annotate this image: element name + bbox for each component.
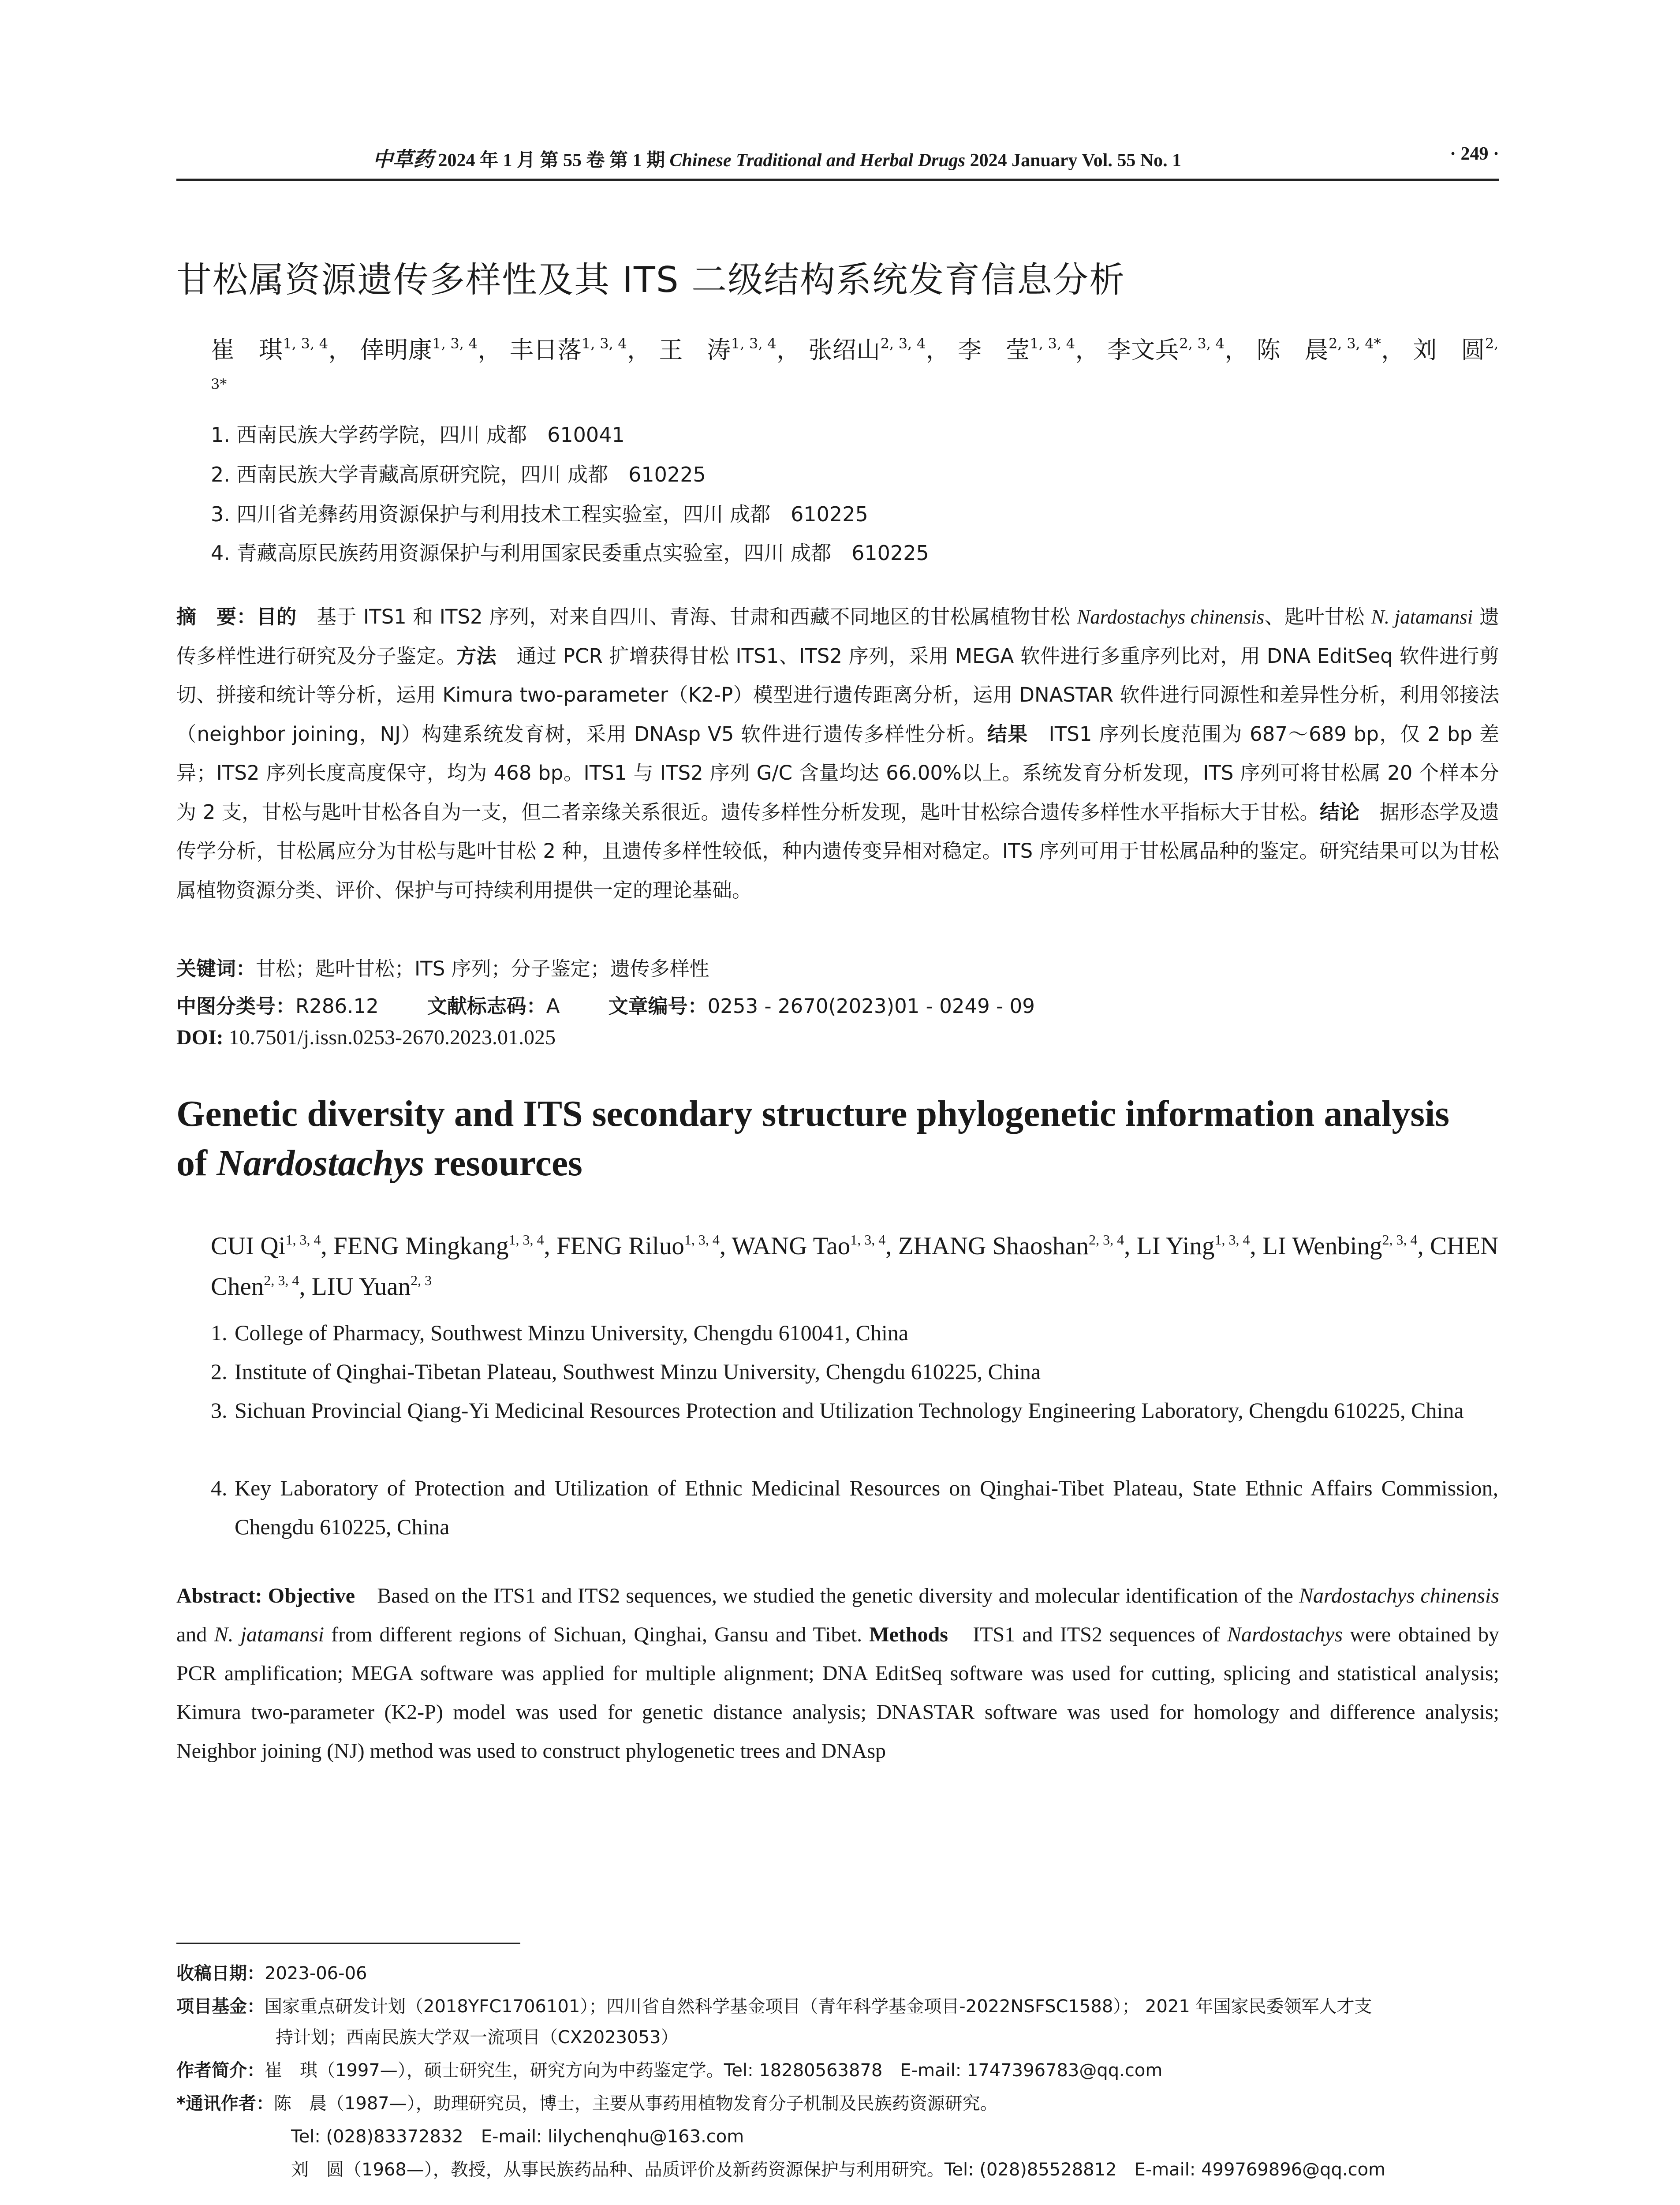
objective-en-label: Objective bbox=[268, 1584, 355, 1607]
doi-line: DOI: 10.7501/j.issn.0253-2670.2023.01.025 bbox=[176, 1026, 556, 1049]
conclusion-label: 结论 bbox=[1319, 800, 1360, 824]
abstract-label: 摘 要： bbox=[176, 605, 257, 628]
keywords-cn: 关键词：甘松；匙叶甘松；ITS 序列；分子鉴定；遗传多样性 bbox=[176, 957, 709, 980]
title-en: Genetic diversity and ITS secondary structure phylogenetic information analysis of Nardostachys resources bbox=[176, 1093, 1450, 1184]
results-label: 结果 bbox=[987, 722, 1028, 746]
conclusion-text: 据形态学及遗传学分析，甘松属应分为甘松与匙叶甘松 2 种，且遗传多样性较低，种内遗传变异相对稳定。ITS 序列可用于甘松属品种的鉴定。研究结果可以为甘松属植物资源分类、评价、保护与可持续利用提供一定的理论基础。 bbox=[176, 800, 1499, 902]
footnote-corresponding-contact: Tel: (028)83372832 E-mail: lilychenqhu@163.com bbox=[291, 2127, 744, 2147]
authors-en bbox=[211, 1226, 1498, 1307]
journal-date-en: 2024 January Vol. 55 No. 1 bbox=[970, 150, 1182, 171]
footnote-fund-cont: 持计划；西南民族大学双一流项目（CX2023053） bbox=[276, 2027, 679, 2048]
journal-name-en: Chinese Traditional and Herbal Drugs bbox=[669, 150, 966, 171]
genus-name: Nardostachys bbox=[1227, 1623, 1343, 1646]
footnote-author: 作者简介：崔 琪（1997—），硕士研究生，研究方向为中药鉴定学。Tel: 18280563878 E-mail: 1747396783@qq.com bbox=[176, 2060, 1163, 2081]
affiliation-cn: 3. 四川省羌彝药用资源保护与利用技术工程实验室，四川 成都 610225 bbox=[211, 502, 868, 526]
footnote-divider bbox=[176, 1943, 520, 1944]
running-head bbox=[176, 143, 1499, 181]
species-name: N. jatamansi bbox=[214, 1623, 324, 1646]
affiliation-cn: 2. 西南民族大学青藏高原研究院，四川 成都 610225 bbox=[211, 463, 706, 486]
affiliation-en: 2. Institute of Qinghai-Tibetan Plateau, Southwest Minzu University, Chengdu 610225, China bbox=[211, 1359, 1041, 1384]
species-name: Nardostachys chinensis bbox=[1299, 1584, 1500, 1607]
running-head-journal bbox=[373, 143, 1181, 172]
doi-link[interactable]: 10.7501/j.issn.0253-2670.2023.01.025 bbox=[228, 1026, 556, 1049]
author-en: CUI Qi$^{1, 3, 4}$, bbox=[211, 1232, 334, 1260]
author-cn: 崔 琪$^{1, 3, 4}$， bbox=[211, 335, 353, 364]
footnote-corresponding: *通讯作者：陈 晨（1987—），助理研究员，博士，主要从事药用植物发育分子机制及民族药资源研究。 bbox=[176, 2093, 998, 2114]
affiliation-en: 4. Key Laboratory of Protection and Utilization of Ethnic Medicinal Resources on Qinghai-Tibet Plateau, State Ethnic Affairs Commission, Chengdu 610225, China bbox=[211, 1476, 1498, 1539]
author-en: LI Wenbing$^{2, 3, 4}$, bbox=[1262, 1232, 1430, 1260]
author-en: FENG Mingkang$^{1, 3, 4}$, bbox=[333, 1232, 557, 1260]
journal-date-cn: 2024 年 1 月 第 55 卷 第 1 期 bbox=[438, 150, 665, 171]
author-cn: 丰日落$^{1, 3, 4}$， bbox=[509, 335, 651, 364]
authors-cn bbox=[211, 330, 1498, 411]
author-en: ZHANG Shaoshan$^{2, 3, 4}$, bbox=[898, 1232, 1137, 1260]
author-cn: 王 涛$^{1, 3, 4}$， bbox=[659, 335, 801, 364]
classification-line: 中图分类号：R286.12 文献标志码：A 文章编号：0253 - 2670(2023)01 - 0249 - 09 bbox=[176, 994, 1035, 1018]
abstract-cn: 摘 要：目的 基于 ITS1 和 ITS2 序列，对来自四川、青海、甘肃和西藏不同地区的甘松属植物甘松 Nardostachys chinensis、匙叶甘松 N. jatamansi 遗传多样性进行研究及分子鉴定。方法 通过 PCR 扩增获得甘松 ITS1、ITS2 序列，采用 MEGA 软件进行多重序列比对，用 DNA EditSeq 软件进行剪切、拼接和统计等分析，运用 Kimura two-parameter（K2-P）模型进行遗传距离分析，运用 DNASTAR 软件进行同源性和差异性分析，利用邻接法（neighbor joining，NJ）构建系统发育树，采用 DNAsp V5 软件进行遗传多样性分析。结果 ITS1 序列长度范围为 687～689 bp，仅 2 bp 差异；ITS2 序列长度高度保守，均为 468 bp。ITS1 与 ITS2 序列 G/C 含量均达 66.00%以上。系统发育分析发现，ITS 序列可将甘松属 20 个样本分为 2 支，甘松与匙叶甘松各自为一支，但二者亲缘关系很近。遗传多样性分析发现，匙叶甘松综合遗传多样性水平指标大于甘松。结论 据形态学及遗传学分析，甘松属应分为甘松与匙叶甘松 2 种，且遗传多样性较低，种内遗传变异相对稳定。ITS 序列可用于甘松属品种的鉴定。研究结果可以为甘松属植物资源分类、评价、保护与可持续利用提供一定的理论基础。 bbox=[176, 605, 1499, 902]
affiliation-cn: 4. 青藏高原民族药用资源保护与利用国家民委重点实验室，四川 成都 610225 bbox=[211, 541, 929, 565]
affiliation-en: 3. Sichuan Provincial Qiang-Yi Medicinal Resources Protection and Utilization Technology Engineering Laboratory, Chengdu 610225, China bbox=[211, 1398, 1464, 1423]
genus-name: Nardostachys bbox=[216, 1143, 425, 1184]
author-en: CHEN Chen$^{2, 3, 4}$, bbox=[211, 1232, 1499, 1301]
author-cn: 李文兵$^{2, 3, 4}$， bbox=[1107, 335, 1249, 364]
species-name: N. jatamansi bbox=[1371, 606, 1473, 628]
title-cn: 甘松属资源遗传多样性及其 ITS 二级结构系统发育信息分析 bbox=[176, 259, 1126, 300]
author-en: LI Ying$^{1, 3, 4}$, bbox=[1136, 1232, 1263, 1260]
abstract-en: Abstract: Objective Based on the ITS1 and ITS2 sequences, we studied the genetic diversity and molecular identification of the Nardostachys chinensis and N. jatamansi from different regions of Sichuan, Qinghai, Gansu and Tibet. Methods ITS1 and ITS2 sequences of Nardostachys were obtained by PCR amplification; MEGA software was applied for multiple alignment; DNA EditSeq software was used for cutting, splicing and statistical analysis; Kimura two-parameter (K2-P) model was used for genetic distance analysis; DNASTAR software was used for homology and difference analysis; Neighbor joining (NJ) method was used to construct phylogenetic trees and DNAsp bbox=[176, 1584, 1500, 1763]
author-cn: 倖明康$^{1, 3, 4}$， bbox=[360, 335, 502, 364]
results-text: ITS1 序列长度范围为 687～689 bp，仅 2 bp 差异；ITS2 序列长度高度保守，均为 468 bp。ITS1 与 ITS2 序列 G/C 含量均达 66.00%以上。系统发育分析发现，ITS 序列可将甘松属 20 个样本分为 2 支，甘松与匙叶甘松各自为一支，但二者亲缘关系很近。遗传多样性分析发现，匙叶甘松综合遗传多样性水平指标大于甘松。 bbox=[176, 722, 1499, 824]
footnote-fund: 项目基金：国家重点研发计划（2018YFC1706101）；四川省自然科学基金项目（青年科学基金项目-2022NSFSC1588）； 2021 年国家民委领军人才支 bbox=[176, 1996, 1372, 2017]
author-cn: 陈 晨$^{2, 3, 4*}$， bbox=[1256, 335, 1405, 364]
methods-label: 方法 bbox=[456, 644, 497, 668]
objective-label: 目的 bbox=[256, 605, 297, 628]
author-en: WANG Tao$^{1, 3, 4}$, bbox=[732, 1232, 898, 1260]
affiliation-en: 1. College of Pharmacy, Southwest Minzu University, Chengdu 610041, China bbox=[211, 1320, 909, 1345]
methods-en-label: Methods bbox=[869, 1623, 948, 1646]
journal-name-cn: 中草药 bbox=[373, 147, 433, 171]
page-number: · 249 · bbox=[1449, 144, 1499, 164]
footnote-corresponding-2: 刘 圆（1968—），教授，从事民族药品种、品质评价及新药资源保护与利用研究。Tel: (028)85528812 E-mail: 499769896@qq.com bbox=[291, 2160, 1386, 2180]
objective-text: 基于 ITS1 和 ITS2 序列，对来自四川、青海、甘肃和西藏不同地区的甘松属植物甘松 bbox=[317, 605, 1077, 628]
author-en: LIU Yuan$^{2, 3}$ bbox=[311, 1272, 432, 1301]
author-en: FENG Riluo$^{1, 3, 4}$, bbox=[556, 1232, 732, 1260]
author-cn: 张绍山$^{2, 3, 4}$， bbox=[808, 335, 950, 364]
author-cn: 刘 圆$^{2, 3*}$ bbox=[211, 335, 1499, 392]
affiliation-cn: 1. 西南民族大学药学院，四川 成都 610041 bbox=[211, 423, 625, 447]
footnote-received: 收稿日期：2023-06-06 bbox=[176, 1963, 367, 1984]
species-name: Nardostachys chinensis bbox=[1077, 606, 1265, 628]
abstract-en-label: Abstract: bbox=[176, 1584, 262, 1607]
author-cn: 李 莹$^{1, 3, 4}$， bbox=[957, 335, 1100, 364]
methods-text: 通过 PCR 扩增获得甘松 ITS1、ITS2 序列，采用 MEGA 软件进行多重序列比对，用 DNA EditSeq 软件进行剪切、拼接和统计等分析，运用 Kimura two-parameter（K2-P）模型进行遗传距离分析，运用 DNASTAR 软件进行同源性和差异性分析，利用邻接法（neighbor joining，NJ）构建系统发育树，采用 DNAsp V5 软件进行遗传多样性分析。 bbox=[176, 644, 1499, 746]
